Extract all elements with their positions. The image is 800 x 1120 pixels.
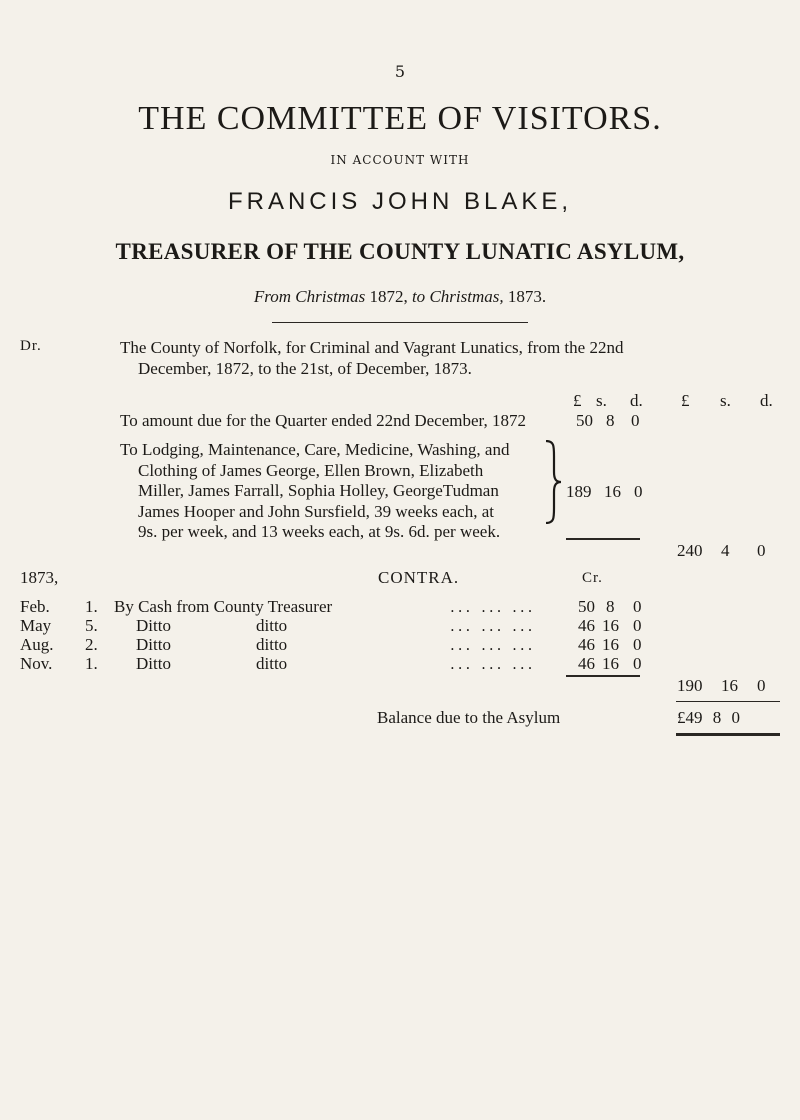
entry-dots: ... ... ...	[450, 617, 536, 635]
entry-shillings: 16	[602, 635, 619, 654]
entry-pence: 0	[633, 635, 642, 654]
lodging-line: Miller, James Farrall, Sophia Holley, GeorgeTudman	[138, 481, 499, 500]
header-divider	[272, 322, 528, 323]
entry-pence: 0	[633, 616, 642, 635]
entry-month: May	[20, 616, 52, 635]
quarter-line-text: To amount due for the Quarter ended 22nd December, 1872	[120, 411, 526, 430]
entry-dots: ... ... ...	[450, 598, 536, 616]
page-number: 5	[394, 62, 406, 81]
entry-description: Ditto	[136, 635, 171, 654]
debit-total-pence: 0	[757, 541, 766, 560]
entry-shillings: 16	[602, 654, 619, 673]
credit-year: 1873,	[20, 568, 59, 587]
lodging-amount-pounds: 189	[566, 482, 592, 501]
col-header-outer-pounds: £	[681, 391, 690, 410]
entry-pounds: 46	[578, 654, 595, 673]
col-header-inner-shillings: s.	[596, 391, 607, 410]
entry-day: 1.	[85, 654, 98, 673]
entry-ditto: ditto	[256, 654, 288, 673]
cr-label: Cr.	[582, 570, 603, 586]
debit-heading-line1: The County of Norfolk, for Criminal and Vagrant Lunatics, from the 22nd	[120, 338, 624, 357]
period-to-label: to	[411, 287, 426, 306]
entry-pence: 0	[633, 654, 642, 673]
in-account-with: IN ACCOUNT WITH	[330, 153, 470, 167]
entry-ditto: ditto	[256, 616, 288, 635]
entry-pence: 0	[633, 597, 642, 616]
balance-amount: £49 8 0	[677, 708, 740, 727]
lodging-amount-pence: 0	[634, 482, 643, 501]
treasurer-title: TREASURER OF THE COUNTY LUNATIC ASYLUM,	[115, 239, 685, 264]
col-header-outer-shillings: s.	[720, 391, 731, 410]
entry-month: Aug.	[20, 635, 54, 654]
period-to-year: 1873.	[507, 287, 547, 306]
credit-total-shillings: 16	[721, 676, 738, 695]
period-line	[0, 287, 800, 307]
lodging-line: Clothing of James George, Ellen Brown, Elizabeth	[138, 460, 484, 480]
page-title: THE COMMITTEE OF VISITORS.	[138, 100, 662, 137]
col-header-inner-pounds: £	[573, 391, 582, 410]
debit-total-shillings: 4	[721, 541, 730, 560]
period-from-year: 1872,	[369, 287, 408, 306]
treasurer-name: FRANCIS JOHN BLAKE,	[227, 188, 573, 215]
entry-day: 5.	[85, 616, 98, 635]
curly-brace	[544, 440, 562, 524]
period-from-text: Christmas	[295, 287, 366, 306]
credit-subtotal-rule	[566, 675, 640, 677]
quarter-line-shillings: 8	[606, 411, 615, 430]
entry-description: By Cash from County Treasurer	[114, 597, 333, 616]
lodging-line: 9s. per week, and 13 weeks each, at 9s. 6d. per week.	[138, 522, 501, 541]
period-from-label: From	[253, 287, 292, 306]
entry-pounds: 46	[578, 635, 595, 654]
debit-label: Dr.	[20, 338, 42, 354]
entry-month: Nov.	[20, 654, 53, 673]
lodging-amount-shillings: 16	[604, 482, 621, 501]
entry-shillings: 16	[602, 616, 619, 635]
entry-pounds: 46	[578, 616, 595, 635]
contra-label: CONTRA.	[378, 568, 460, 587]
period-to-text: Christmas,	[429, 287, 504, 306]
entry-dots: ... ... ...	[450, 636, 536, 654]
credit-total-pounds: 190	[677, 676, 703, 695]
entry-pounds: 50	[578, 597, 595, 616]
entry-shillings: 8	[606, 597, 615, 616]
entry-day: 2.	[85, 635, 98, 654]
entry-dots: ... ... ...	[450, 655, 536, 673]
quarter-line-pence: 0	[631, 411, 640, 430]
lodging-line: James Hooper and John Sursfield, 39 weeks each, at	[138, 501, 494, 521]
balance-double-rule	[676, 733, 780, 736]
col-header-outer-pence: d.	[760, 391, 773, 410]
balance-top-rule	[676, 701, 780, 702]
credit-total-pence: 0	[757, 676, 766, 695]
entry-description: Ditto	[136, 654, 171, 673]
debit-heading-line2: December, 1872, to the 21st, of December, 1873.	[138, 359, 472, 378]
lodging-line: To Lodging, Maintenance, Care, Medicine, Washing, and	[120, 440, 510, 459]
col-header-inner-pence: d.	[630, 391, 643, 410]
debit-total-pounds: 240	[677, 541, 703, 560]
lodging-paragraph	[120, 440, 509, 543]
debit-subtotal-rule	[566, 538, 640, 540]
entry-ditto: ditto	[256, 635, 288, 654]
entry-day: 1.	[85, 597, 98, 616]
entry-description: Ditto	[136, 616, 171, 635]
entry-month: Feb.	[20, 597, 50, 616]
quarter-line-pounds: 50	[576, 411, 593, 430]
balance-text: Balance due to the Asylum	[377, 708, 561, 727]
